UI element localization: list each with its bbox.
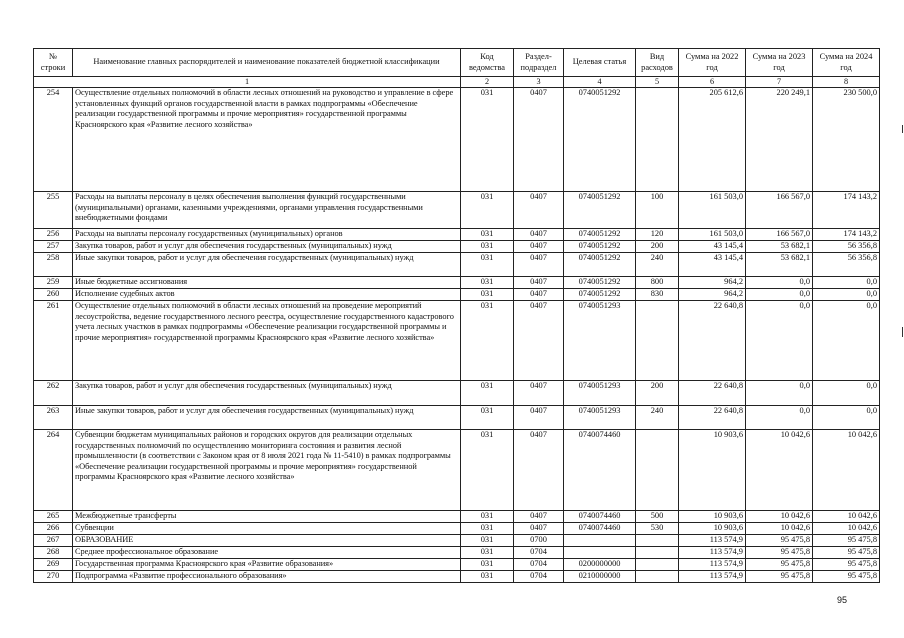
table-row xyxy=(34,547,880,559)
dept-code: 031 xyxy=(461,547,514,559)
expense-type xyxy=(636,430,679,511)
row-name: Иные бюджетные ассигнования xyxy=(73,277,461,289)
section-code: 0407 xyxy=(514,88,564,192)
sum-2022: 10 903,6 xyxy=(679,430,746,511)
sum-2022: 964,2 xyxy=(679,277,746,289)
row-number: 266 xyxy=(34,523,73,535)
sum-2022: 113 574,9 xyxy=(679,535,746,547)
dept-code: 031 xyxy=(461,229,514,241)
column-number: 7 xyxy=(746,77,813,88)
row-name: Расходы на выплаты персоналу в целях обеспечения выполнения функций государственными (муниципальными) органами, казенными учреждениями, органами управления государственными внебюджетными фондами xyxy=(73,192,461,229)
expense-type xyxy=(636,88,679,192)
sum-2024: 10 042,6 xyxy=(813,523,880,535)
sum-2022: 113 574,9 xyxy=(679,571,746,583)
expense-type: 530 xyxy=(636,523,679,535)
target-article: 0740051292 xyxy=(564,253,636,277)
sum-2022: 43 145,4 xyxy=(679,253,746,277)
table-row xyxy=(34,253,880,277)
dept-code: 031 xyxy=(461,571,514,583)
sum-2024: 0,0 xyxy=(813,289,880,301)
sum-2023: 10 042,6 xyxy=(746,523,813,535)
dept-code: 031 xyxy=(461,523,514,535)
row-name: Субвенции xyxy=(73,523,461,535)
row-number: 269 xyxy=(34,559,73,571)
sum-2024: 95 475,8 xyxy=(813,571,880,583)
scan-margin-mark xyxy=(902,327,903,337)
page-number: 95 xyxy=(836,595,847,605)
sum-2024: 174 143,2 xyxy=(813,192,880,229)
row-number: 255 xyxy=(34,192,73,229)
row-number: 259 xyxy=(34,277,73,289)
dept-code: 031 xyxy=(461,406,514,430)
target-article: 0740074460 xyxy=(564,511,636,523)
table-row xyxy=(34,289,880,301)
expense-type xyxy=(636,571,679,583)
target-article: 0740074460 xyxy=(564,523,636,535)
target-article: 0740051292 xyxy=(564,192,636,229)
expense-type: 200 xyxy=(636,381,679,406)
target-article: 0210000000 xyxy=(564,571,636,583)
row-number: 260 xyxy=(34,289,73,301)
row-number: 261 xyxy=(34,301,73,381)
section-code: 0407 xyxy=(514,192,564,229)
target-article: 0740074460 xyxy=(564,430,636,511)
header-row-no: № строки xyxy=(34,49,73,77)
sum-2024: 0,0 xyxy=(813,301,880,381)
row-number: 270 xyxy=(34,571,73,583)
row-number: 265 xyxy=(34,511,73,523)
dept-code: 031 xyxy=(461,301,514,381)
expense-type: 240 xyxy=(636,253,679,277)
header-dept-code: Код ведомства xyxy=(461,49,514,77)
target-article: 0740051292 xyxy=(564,229,636,241)
target-article: 0740051293 xyxy=(564,381,636,406)
sum-2023: 0,0 xyxy=(746,381,813,406)
sum-2022: 22 640,8 xyxy=(679,406,746,430)
table-row xyxy=(34,523,880,535)
sum-2023: 95 475,8 xyxy=(746,559,813,571)
budget-table xyxy=(33,48,880,583)
table-row xyxy=(34,229,880,241)
table-row xyxy=(34,559,880,571)
section-code: 0704 xyxy=(514,571,564,583)
sum-2024: 10 042,6 xyxy=(813,511,880,523)
sum-2022: 964,2 xyxy=(679,289,746,301)
row-number: 262 xyxy=(34,381,73,406)
column-number: 2 xyxy=(461,77,514,88)
table-row xyxy=(34,406,880,430)
sum-2022: 22 640,8 xyxy=(679,301,746,381)
dept-code: 031 xyxy=(461,559,514,571)
table-row xyxy=(34,301,880,381)
row-name: Осуществление отдельных полномочий в области лесных отношений на руководство и управление в сфере установленных функций органов государственной власти в рамках подпрограммы «Обеспечение реализации государственной программы и прочие мероприятия» государственной программы Красноярского края «Развитие лесного хозяйства» xyxy=(73,88,461,192)
sum-2024: 95 475,8 xyxy=(813,559,880,571)
dept-code: 031 xyxy=(461,511,514,523)
table-row xyxy=(34,381,880,406)
sum-2024: 10 042,6 xyxy=(813,430,880,511)
section-code: 0407 xyxy=(514,301,564,381)
sum-2023: 10 042,6 xyxy=(746,511,813,523)
sum-2024: 56 356,8 xyxy=(813,241,880,253)
dept-code: 031 xyxy=(461,192,514,229)
table-row xyxy=(34,571,880,583)
section-code: 0700 xyxy=(514,535,564,547)
section-code: 0407 xyxy=(514,253,564,277)
section-code: 0407 xyxy=(514,406,564,430)
sum-2023: 10 042,6 xyxy=(746,430,813,511)
row-number: 256 xyxy=(34,229,73,241)
row-name: Расходы на выплаты персоналу государственных (муниципальных) органов xyxy=(73,229,461,241)
sum-2024: 0,0 xyxy=(813,406,880,430)
header-expense-type: Вид расходов xyxy=(636,49,679,77)
expense-type: 240 xyxy=(636,406,679,430)
target-article xyxy=(564,535,636,547)
row-name: Исполнение судебных актов xyxy=(73,289,461,301)
dept-code: 031 xyxy=(461,253,514,277)
row-name: Закупка товаров, работ и услуг для обеспечения государственных (муниципальных) нужд xyxy=(73,241,461,253)
target-article: 0200000000 xyxy=(564,559,636,571)
sum-2022: 10 903,6 xyxy=(679,511,746,523)
header-sum-2023: Сумма на 2023 год xyxy=(746,49,813,77)
sum-2023: 0,0 xyxy=(746,289,813,301)
dept-code: 031 xyxy=(461,88,514,192)
sum-2023: 95 475,8 xyxy=(746,547,813,559)
row-name: ОБРАЗОВАНИЕ xyxy=(73,535,461,547)
dept-code: 031 xyxy=(461,535,514,547)
row-name: Подпрограмма «Развитие профессионального образования» xyxy=(73,571,461,583)
table-row xyxy=(34,430,880,511)
expense-type: 800 xyxy=(636,277,679,289)
sum-2023: 53 682,1 xyxy=(746,253,813,277)
row-name: Среднее профессиональное образование xyxy=(73,547,461,559)
sum-2022: 161 503,0 xyxy=(679,229,746,241)
sum-2022: 113 574,9 xyxy=(679,547,746,559)
row-name: Субвенции бюджетам муниципальных районов и городских округов для реализации отдельных государственных полномочий по осуществлению мониторинга состояния и развития лесной промышленности (в соответствии с Законом края от 8 июля 2021 года № 11-5410) в рамках подпрограммы «Обеспечение реализации государственной программы и прочие мероприятия» государственной программы Красноярского края «Развитие лесного хозяйства» xyxy=(73,430,461,511)
column-number: 4 xyxy=(564,77,636,88)
header-sum-2024: Сумма на 2024 год xyxy=(813,49,880,77)
target-article: 0740051292 xyxy=(564,289,636,301)
column-number: 3 xyxy=(514,77,564,88)
expense-type xyxy=(636,301,679,381)
row-number: 257 xyxy=(34,241,73,253)
sum-2022: 161 503,0 xyxy=(679,192,746,229)
dept-code: 031 xyxy=(461,277,514,289)
sum-2023: 0,0 xyxy=(746,301,813,381)
dept-code: 031 xyxy=(461,241,514,253)
row-name: Государственная программа Красноярского края «Развитие образования» xyxy=(73,559,461,571)
scan-margin-mark xyxy=(902,125,903,133)
row-name: Межбюджетные трансферты xyxy=(73,511,461,523)
expense-type: 830 xyxy=(636,289,679,301)
sum-2023: 0,0 xyxy=(746,406,813,430)
target-article xyxy=(564,547,636,559)
header-name: Наименование главных распорядителей и наименование показателей бюджетной классификации xyxy=(73,49,461,77)
sum-2024: 95 475,8 xyxy=(813,547,880,559)
expense-type xyxy=(636,547,679,559)
row-name: Осуществление отдельных полномочий в области лесных отношений на проведение мероприятий лесоустройства, ведение государственного лесного реестра, осуществление государственного кадастрового учета лесных участков в рамках подпрограммы «Обеспечение реализации государственной программы и прочие мероприятия» государственной программы Красноярского края «Развитие лесного хозяйства» xyxy=(73,301,461,381)
row-number: 254 xyxy=(34,88,73,192)
target-article: 0740051293 xyxy=(564,406,636,430)
header-section: Раздел-подраздел xyxy=(514,49,564,77)
expense-type xyxy=(636,535,679,547)
row-number: 268 xyxy=(34,547,73,559)
header-row xyxy=(34,49,880,77)
table-row xyxy=(34,241,880,253)
row-number: 264 xyxy=(34,430,73,511)
table-row xyxy=(34,535,880,547)
expense-type: 100 xyxy=(636,192,679,229)
row-name: Закупка товаров, работ и услуг для обеспечения государственных (муниципальных) нужд xyxy=(73,381,461,406)
sum-2022: 22 640,8 xyxy=(679,381,746,406)
sum-2024: 0,0 xyxy=(813,277,880,289)
sum-2024: 56 356,8 xyxy=(813,253,880,277)
section-code: 0407 xyxy=(514,277,564,289)
table-row xyxy=(34,277,880,289)
expense-type: 120 xyxy=(636,229,679,241)
column-number-row xyxy=(34,77,880,88)
sum-2023: 95 475,8 xyxy=(746,535,813,547)
section-code: 0407 xyxy=(514,241,564,253)
section-code: 0704 xyxy=(514,559,564,571)
section-code: 0407 xyxy=(514,511,564,523)
column-number: 6 xyxy=(679,77,746,88)
sum-2023: 0,0 xyxy=(746,277,813,289)
sum-2024: 174 143,2 xyxy=(813,229,880,241)
sum-2022: 10 903,6 xyxy=(679,523,746,535)
sum-2024: 95 475,8 xyxy=(813,535,880,547)
sum-2023: 220 249,1 xyxy=(746,88,813,192)
dept-code: 031 xyxy=(461,289,514,301)
target-article: 0740051293 xyxy=(564,301,636,381)
column-number: 5 xyxy=(636,77,679,88)
dept-code: 031 xyxy=(461,381,514,406)
sum-2023: 166 567,0 xyxy=(746,229,813,241)
target-article: 0740051292 xyxy=(564,277,636,289)
section-code: 0407 xyxy=(514,523,564,535)
row-number: 258 xyxy=(34,253,73,277)
expense-type: 200 xyxy=(636,241,679,253)
sum-2024: 230 500,0 xyxy=(813,88,880,192)
sum-2023: 53 682,1 xyxy=(746,241,813,253)
section-code: 0407 xyxy=(514,381,564,406)
header-sum-2022: Сумма на 2022 год xyxy=(679,49,746,77)
sum-2022: 113 574,9 xyxy=(679,559,746,571)
table-row xyxy=(34,88,880,192)
section-code: 0407 xyxy=(514,430,564,511)
sum-2023: 95 475,8 xyxy=(746,571,813,583)
row-name: Иные закупки товаров, работ и услуг для обеспечения государственных (муниципальных) нужд xyxy=(73,406,461,430)
section-code: 0407 xyxy=(514,229,564,241)
target-article: 0740051292 xyxy=(564,241,636,253)
sum-2023: 166 567,0 xyxy=(746,192,813,229)
dept-code: 031 xyxy=(461,430,514,511)
expense-type: 500 xyxy=(636,511,679,523)
table-row xyxy=(34,511,880,523)
section-code: 0704 xyxy=(514,547,564,559)
expense-type xyxy=(636,559,679,571)
sum-2022: 43 145,4 xyxy=(679,241,746,253)
sum-2024: 0,0 xyxy=(813,381,880,406)
row-name: Иные закупки товаров, работ и услуг для обеспечения государственных (муниципальных) нужд xyxy=(73,253,461,277)
row-number: 263 xyxy=(34,406,73,430)
sum-2022: 205 612,6 xyxy=(679,88,746,192)
row-number: 267 xyxy=(34,535,73,547)
section-code: 0407 xyxy=(514,289,564,301)
table-row xyxy=(34,192,880,229)
header-target: Целевая статья xyxy=(564,49,636,77)
column-number: 1 xyxy=(34,77,461,88)
target-article: 0740051292 xyxy=(564,88,636,192)
column-number: 8 xyxy=(813,77,880,88)
